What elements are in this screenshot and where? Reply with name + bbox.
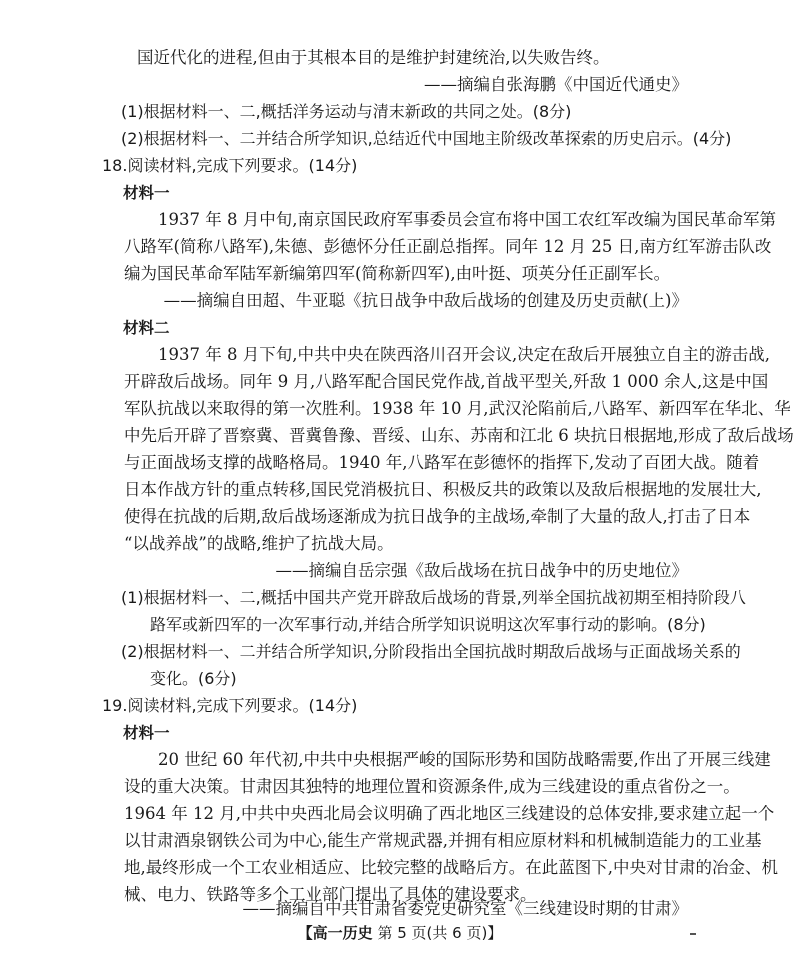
subquestion-continued: 变化。(6分) bbox=[150, 669, 237, 688]
footer-subject: 【高一历史 bbox=[297, 924, 373, 942]
subquestion: (2)根据材料一、二并结合所学知识,分阶段指出全国抗战时期敌后战场与正面战场关系的 bbox=[121, 642, 741, 661]
subquestion-continued: 路军或新四军的一次军事行动,并结合所学知识说明这次军事行动的影响。(8分) bbox=[150, 615, 706, 634]
text-line: “以战养战”的战略,维护了抗战大局。 bbox=[124, 534, 394, 553]
text-line: 日本作战方针的重点转移,国民党消极抗日、积极反共的政策以及敌后根据地的发展壮大, bbox=[124, 480, 762, 499]
text-line: 地,最终形成一个工农业相适应、比较完整的战略后方。在此蓝图下,中央对甘肃的冶金、机 bbox=[124, 858, 778, 877]
text-line: 使得在抗战的后期,敌后战场逐渐成为抗日战争的主战场,牵制了大量的敌人,打击了日本 bbox=[124, 507, 751, 526]
text-line: 开辟敌后战场。同年 9 月,八路军配合国民党作战,首战平型关,歼敌 1 000 余人,这是中国 bbox=[124, 372, 769, 391]
text-line: 与正面战场支撑的战略格局。1940 年,八路军在彭德怀的指挥下,发动了百团大战。随着 bbox=[124, 453, 760, 472]
subquestion: (1)根据材料一、二,概括中国共产党开辟敌后战场的背景,列举全国抗战初期至相持阶段八 bbox=[121, 588, 746, 607]
text-line: 1964 年 12 月,中共中央西北局会议明确了西北地区三线建设的总体安排,要求建立起一个 bbox=[124, 804, 775, 823]
material-label: 材料一 bbox=[123, 184, 170, 202]
text-line: 八路军(简称八路军),朱德、彭德怀分任正副总指挥。同年 12 月 25 日,南方红军游击队改 bbox=[124, 237, 772, 256]
source-citation: ——摘编自田超、牛亚聪《抗日战争中敌后战场的创建及历史贡献(上)》 bbox=[163, 291, 688, 310]
text-line: 编为国民革命军陆军新编第四军(简称新四军),由叶挺、项英分任正副军长。 bbox=[124, 264, 671, 283]
text-line: 1937 年 8 月中旬,南京国民政府军事委员会宣布将中国工农红军改编为国民革命军第 bbox=[158, 210, 776, 229]
material-label: 材料二 bbox=[123, 319, 170, 337]
subquestion: (2)根据材料一、二并结合所学知识,总结近代中国地主阶级改革探索的历史启示。(4分) bbox=[121, 129, 732, 148]
source-citation: ——摘编自张海鹏《中国近代通史》 bbox=[424, 75, 688, 94]
material-label: 材料一 bbox=[123, 724, 170, 742]
text-line: 军队抗战以来取得的第一次胜利。1938 年 10 月,武汉沦陷前后,八路军、新四军在华北、华 bbox=[124, 399, 791, 418]
page-footer bbox=[0, 922, 800, 943]
text-line: 以甘肃酒泉钢铁公司为中心,能生产常规武器,并拥有相应原材料和机械制造能力的工业基 bbox=[124, 831, 762, 850]
text-line: 国近代化的进程,但由于其根本目的是维护封建统治,以失败告终。 bbox=[137, 48, 610, 67]
subquestion: (1)根据材料一、二,概括洋务运动与清末新政的共同之处。(8分) bbox=[121, 102, 572, 121]
question-title: 18.阅读材料,完成下列要求。(14分) bbox=[102, 156, 358, 175]
question-title: 19.阅读材料,完成下列要求。(14分) bbox=[102, 696, 358, 715]
text-line: 械、电力、铁路等多个工业部门提出了具体的建设要求。 bbox=[124, 885, 537, 904]
footer-page-number: 第 5 页(共 6 页)】 bbox=[377, 924, 503, 942]
scan-mark bbox=[690, 933, 696, 935]
source-citation: ——摘编自岳宗强《敌后战场在抗日战争中的历史地位》 bbox=[275, 561, 688, 580]
text-line: 1937 年 8 月下旬,中共中央在陕西洛川召开会议,决定在敌后开展独立自主的游击战, bbox=[158, 345, 770, 364]
source-citation: ——摘编自中共甘肃省委党史研究室《三线建设时期的甘肃》 bbox=[242, 899, 688, 918]
text-line: 20 世纪 60 年代初,中共中央根据严峻的国际形势和国防战略需要,作出了开展三线建 bbox=[158, 750, 771, 769]
text-line: 设的重大决策。甘肃因其独特的地理位置和资源条件,成为三线建设的重点省份之一。 bbox=[124, 777, 740, 796]
text-line: 中先后开辟了晋察冀、晋冀鲁豫、晋绥、山东、苏南和江北 6 块抗日根据地,形成了敌后战场 bbox=[124, 426, 794, 445]
